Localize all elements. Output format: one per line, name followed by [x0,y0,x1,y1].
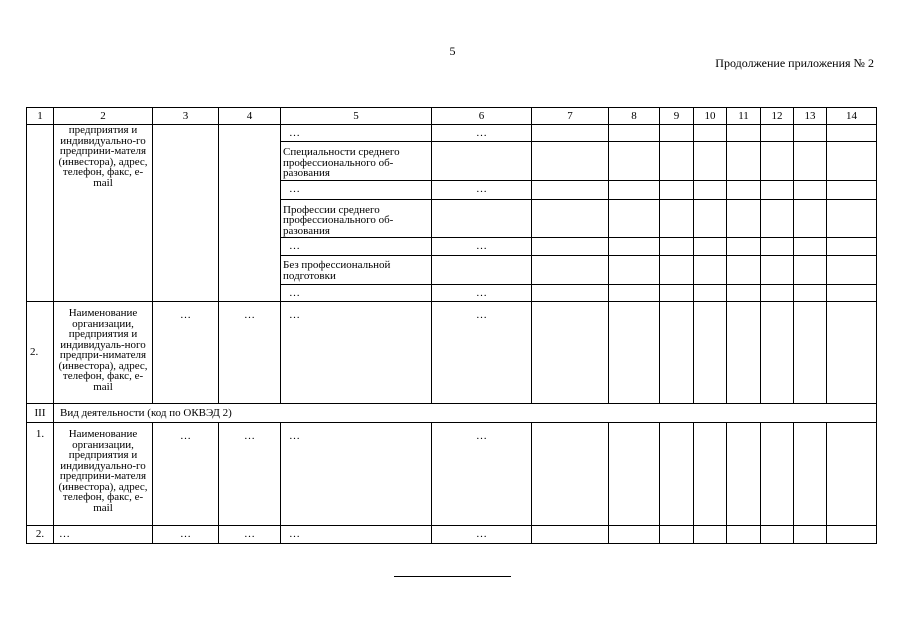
org-description-cell: Наименование организации, предприятия и индивидуаль-ного предпри-нимателя (инвестора), адрес, телефон, факс, e-mail [54,302,153,404]
footnote-separator-line [394,576,511,577]
page-number: 5 [449,44,456,58]
col-header-12: 12 [761,108,794,125]
col-header-5: 5 [281,108,432,125]
ellipsis-cell: … [153,423,219,526]
secondary-professions-label: Профессии среднего профессионального об-разования [281,199,432,238]
ellipsis-cell: … [432,423,532,526]
ellipsis-cell: … [153,302,219,404]
ellipsis-cell: … [432,180,532,199]
secondary-specialities-label: Специальности среднего профессионального об-разования [281,142,432,181]
org-description-cell: Наименование организации, предприятия и индивидуально-го предприни-мателя (инвестора), адрес, телефон, факс, e-mail [54,423,153,526]
ellipsis-cell: … [432,285,532,302]
ellipsis-cell: … [219,302,281,404]
col-header-8: 8 [609,108,660,125]
col-header-6: 6 [432,108,532,125]
ellipsis-cell: … [281,180,432,199]
table-row [27,125,877,142]
ellipsis-cell: … [281,285,432,302]
col-header-2: 2 [54,108,153,125]
table-row [27,404,877,423]
col-header-11: 11 [727,108,761,125]
column-number-row [27,108,877,125]
row-number-cell: 2. [27,526,54,544]
org-description-cell: предприятия и индивидуально-го предприни-мателя (инвестора), адрес, телефон, факс, e-mail [54,125,153,302]
ellipsis-cell: … [281,238,432,256]
no-training-label: Без профессиональной подготовки [281,256,432,285]
row-number-cell: 2. [27,302,54,404]
ellipsis-cell: … [432,302,532,404]
section-number-cell: III [27,404,54,423]
ellipsis-cell: … [281,526,432,544]
ellipsis-cell: … [219,423,281,526]
ellipsis-cell: … [281,302,432,404]
ellipsis-cell: … [281,125,432,142]
col-header-9: 9 [660,108,694,125]
col-header-1: 1 [27,108,54,125]
col-header-3: 3 [153,108,219,125]
ellipsis-cell: … [219,526,281,544]
col-header-10: 10 [694,108,727,125]
appendix-continuation-label: Продолжение приложения № 2 [715,56,874,70]
table-row [27,526,877,544]
section-activity-label: Вид деятельности (код по ОКВЭД 2) [54,404,877,423]
col-header-7: 7 [532,108,609,125]
ellipsis-cell: … [281,423,432,526]
row-number-cell [27,125,54,302]
col-header-13: 13 [794,108,827,125]
ellipsis-cell: … [432,125,532,142]
table-row [27,302,877,404]
appendix-table [26,107,877,544]
col-header-14: 14 [827,108,877,125]
col-header-4: 4 [219,108,281,125]
ellipsis-cell: … [54,526,153,544]
row-number-cell: 1. [27,423,54,526]
ellipsis-cell: … [432,238,532,256]
table-row [27,423,877,526]
ellipsis-cell: … [432,526,532,544]
ellipsis-cell: … [153,526,219,544]
